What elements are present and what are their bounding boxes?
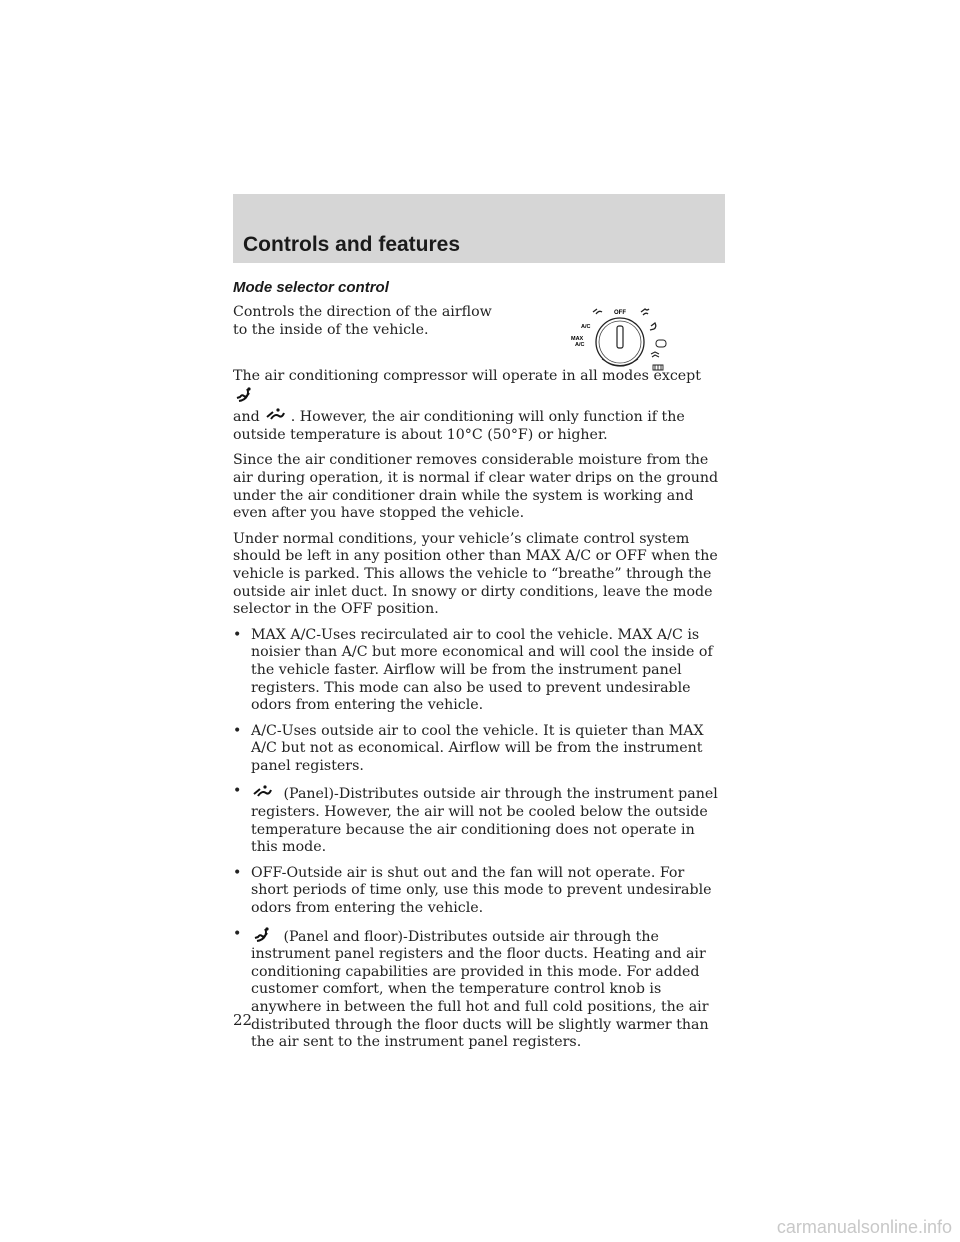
bullet-off: OFF-Outside air is shut out and the fan will not operate. For short periods of time only, use this mode to prevent undesirable odors from entering the vehicle. xyxy=(251,864,712,917)
mode-bullet-list xyxy=(233,627,725,1052)
bullet-dot: • xyxy=(233,864,242,881)
header-title: Controls and features xyxy=(243,233,461,256)
dial-label-ac: A/C xyxy=(581,324,591,330)
bullet-dot: • xyxy=(233,722,242,739)
defrost-icon xyxy=(653,365,663,370)
paragraph-normal-conditions: Under normal conditions, your vehicle’s climate control system should be left in any position other than MAX A/C or OFF when the vehicle is parked. This allows the vehicle to “breathe” through the outside air inlet duct. In snowy or dirty conditions, leave the mode selector in the OFF position. xyxy=(233,530,718,618)
p1-and: and xyxy=(233,409,260,426)
paragraph-ac-compressor xyxy=(233,368,725,444)
floor-vent-icon xyxy=(650,323,656,330)
defrost-vent-icon xyxy=(651,352,659,357)
dial-label-off: OFF xyxy=(614,310,626,316)
watermark: carmanualsonline.info xyxy=(776,1217,952,1237)
bullet-panel-floor: (Panel and floor)-Distributes outside air through the instrument panel registers and the floor ducts. Heating and air conditioning capabilities are provided in this mode. For added customer comfort, when the temperature control knob is anywhere in between the full hot and full cold positions, the air distributed through the floor ducts will be slightly warmer than the air sent to the instrument panel registers. xyxy=(251,928,709,1051)
panel-vent-icon-inline xyxy=(264,406,286,424)
floor-defrost-icon xyxy=(656,340,666,347)
list-item xyxy=(233,865,725,918)
dial-label-max-ac: A/C xyxy=(575,342,585,348)
panel-floor-vent-icon xyxy=(251,926,273,944)
section-title: Mode selector control xyxy=(233,279,389,296)
bullet-max-ac: MAX A/C-Uses recirculated air to cool the vehicle. MAX A/C is noisier than A/C but more economical and will cool the inside of the vehicle faster. Airflow will be from the instrument panel registers. This mode can also be used to prevent undesirable odors from entering the vehicle. xyxy=(251,626,713,714)
list-item xyxy=(233,627,725,715)
panel-floor-vent-icon-inline xyxy=(233,386,255,404)
list-item xyxy=(233,723,725,776)
panel-vent-icon xyxy=(593,309,602,314)
panel-vent-icon xyxy=(251,783,273,801)
content xyxy=(233,279,725,1060)
bullet-dot: • xyxy=(233,783,242,800)
p1-text-b: . However, the air conditioning will only function if the outside temperature is about 10°C (50°F) or higher. xyxy=(233,409,685,443)
page-number: 22 xyxy=(233,1011,253,1029)
list-item xyxy=(233,926,725,1052)
bullet-dot: • xyxy=(233,626,242,643)
p1-text-a: The air conditioning compressor will operate in all modes except xyxy=(233,368,701,384)
list-item xyxy=(233,783,725,856)
paragraph-moisture: Since the air conditioner removes considerable moisture from the air during operation, it is normal if clear water drips on the ground under the air conditioner drain while the system is working and even after you have stopped the vehicle. xyxy=(233,452,719,522)
mode-selector-dial-illustration xyxy=(561,302,691,374)
intro-text: Controls the direction of the airflow to the inside of the vehicle. xyxy=(233,304,492,338)
intro-row xyxy=(233,304,725,368)
bullet-panel: (Panel)-Distributes outside air through the instrument panel registers. However, the air will not be cooled below the outside temperature because the air conditioning does not operate in this mode. xyxy=(251,786,718,856)
panel-floor-vent-icon xyxy=(641,309,649,315)
bullet-dot: • xyxy=(233,925,242,942)
section-header-bar xyxy=(233,194,725,263)
bullet-ac: A/C-Uses outside air to cool the vehicle. It is quieter than MAX A/C but not as economical. Airflow will be from the instrument panel registers. xyxy=(251,722,704,774)
dial-label-max: MAX xyxy=(571,336,584,342)
